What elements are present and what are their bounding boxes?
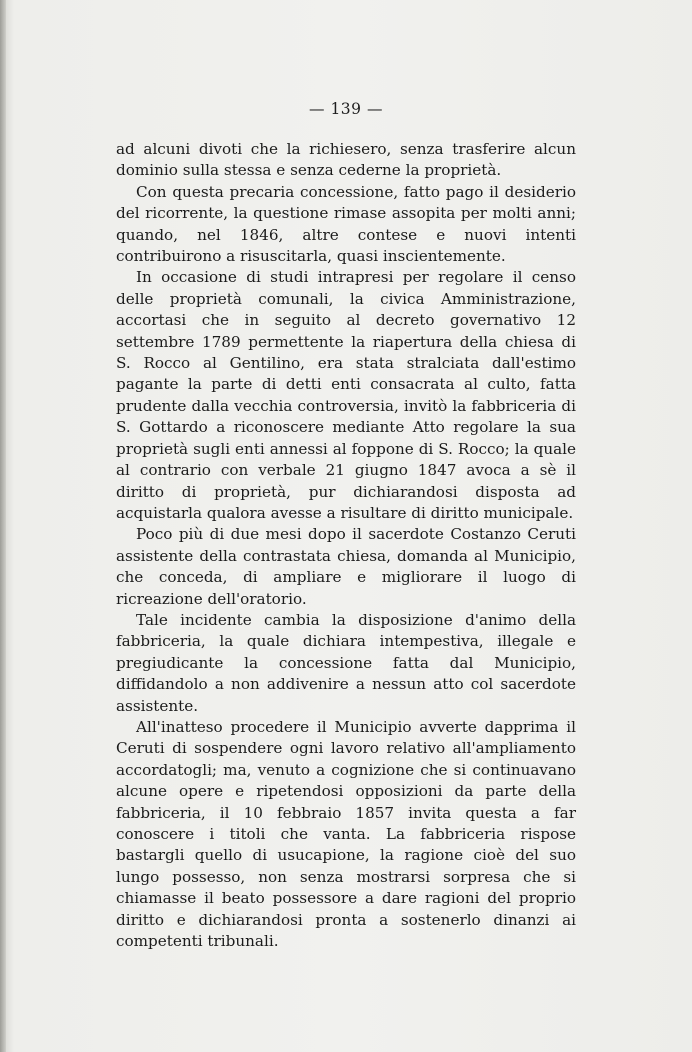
paragraph: Con questa precaria concessione, fatto pago il desiderio del ricorrente, la questione rimase assopita per molti anni; quando, nel 1846, altre contese e nuovi intenti contribuirono a risuscitarla, quasi inscientemente.: [116, 182, 576, 266]
paragraph: Tale incidente cambia la disposizione d'animo della fabbriceria, la quale dichiara intempestiva, illegale e pregiudicante la concessione fatta dal Municipio, diffidandolo a non addivenire a nessun atto col sacerdote assistente.: [116, 610, 576, 715]
body-text: [116, 139, 576, 952]
page-binding-edge: [0, 0, 6, 1052]
paragraph: In occasione di studi intrapresi per regolare il censo delle proprietà comunali, la civica Amministrazione, accortasi che in seguito al decreto governativo 12 settembre 1789 permettente la riapertura della chiesa di S. Rocco al Gentilino, era stata stralciata dall'estimo pagante la parte di detti enti consacrata al culto, fatta prudente dalla vecchia controversia, invitò la fabbriceria di S. Gottardo a riconoscere mediante Atto regolare la sua proprietà sugli enti annessi al foppone di S. Rocco; la quale al contrario con verbale 21 giugno 1847 avoca a sè il diritto di proprietà, pur dichiarandosi disposta ad acquistarla qualora avesse a risultare di diritto municipale.: [116, 268, 576, 522]
paragraph: All'inatteso procedere il Municipio avverte dapprima il Ceruti di sospendere ogni lavoro relativo all'ampliamento accordatogli; ma, venuto a cognizione che si continuavano alcune opere e ripetendosi opposizioni da parte della fabbriceria, il 10 febbraio 1857 invita questa a far conoscere i titoli che vanta. La fabbriceria rispose bastargli quello di usucapione, la ragione cioè del suo lungo possesso, non senza mostrarsi sorpresa che si chiamasse il beato possessore a dare ragioni del proprio diritto e dichiarandosi pronta a sostenerlo dinanzi ai competenti tribunali.: [116, 717, 576, 951]
paragraph: ad alcuni divoti che la richiesero, senza trasferire alcun dominio sulla stessa e senza cederne la proprietà.: [116, 140, 576, 180]
paragraph: Poco più di due mesi dopo il sacerdote Costanzo Ceruti assistente della contrastata chiesa, domanda al Municipio, che conceda, di ampliare e migliorare il luogo di ricreazione dell'oratorio.: [116, 525, 576, 608]
page-number: — 139 —: [309, 100, 383, 118]
